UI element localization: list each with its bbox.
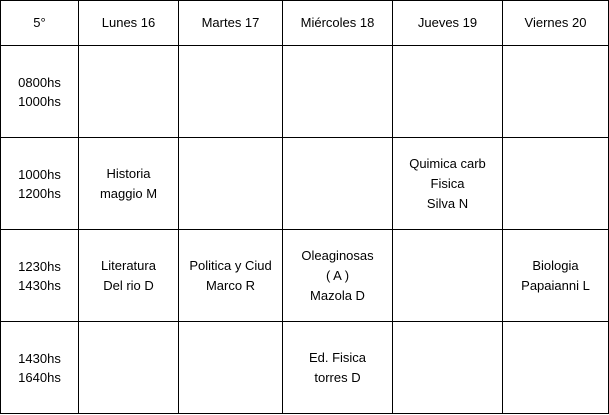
class-cell-wednesday [283, 322, 393, 414]
teacher-name: Papaianni L [521, 277, 590, 293]
subject-name: Quimica carb [409, 155, 486, 171]
teacher-name: maggio M [99, 185, 158, 201]
subject-group: ( A ) [325, 267, 350, 283]
time-slot-row [1, 230, 609, 322]
class-cell-thursday [393, 230, 503, 322]
class-cell-thursday [393, 46, 503, 138]
class-cell-friday [503, 322, 609, 414]
class-cell-monday [79, 322, 179, 414]
class-cell-thursday [393, 138, 503, 230]
time-range-cell [1, 322, 79, 414]
end-time: 1000hs [18, 93, 61, 109]
class-cell-tuesday [179, 138, 283, 230]
class-cell-wednesday [283, 46, 393, 138]
class-cell-tuesday [179, 230, 283, 322]
time-slot-row [1, 138, 609, 230]
class-cell-friday [503, 230, 609, 322]
class-cell-wednesday [283, 230, 393, 322]
subject-name: Biologia [532, 257, 579, 273]
teacher-name: Del rio D [103, 277, 154, 293]
start-time: 0800hs [18, 74, 61, 90]
grade-label: 5° [1, 1, 79, 46]
subject-name: Fisica [430, 175, 465, 191]
time-slot-row [1, 322, 609, 414]
header-row [1, 1, 609, 46]
class-cell-wednesday [283, 138, 393, 230]
teacher-name: Silva N [426, 195, 469, 211]
subject-name: Ed. Fisica [308, 349, 367, 365]
class-cell-tuesday [179, 322, 283, 414]
teacher-name: Mazola D [310, 287, 365, 303]
class-cell-monday [79, 230, 179, 322]
subject-name: Historia [106, 165, 151, 181]
teacher-name: torres D [314, 369, 361, 385]
time-range-cell [1, 138, 79, 230]
time-slot-row [1, 46, 609, 138]
end-time: 1200hs [18, 185, 61, 201]
class-cell-tuesday [179, 46, 283, 138]
time-range-cell [1, 230, 79, 322]
day-header-wednesday: Miércoles 18 [283, 1, 393, 46]
subject-name: Politica y Ciud [189, 257, 272, 273]
class-cell-thursday [393, 322, 503, 414]
day-header-friday: Viernes 20 [503, 1, 609, 46]
start-time: 1230hs [18, 258, 61, 274]
class-cell-monday [79, 138, 179, 230]
subject-name: Literatura [101, 257, 156, 273]
day-header-monday: Lunes 16 [79, 1, 179, 46]
end-time: 1430hs [18, 277, 61, 293]
day-header-tuesday: Martes 17 [179, 1, 283, 46]
time-range-cell [1, 46, 79, 138]
class-cell-monday [79, 46, 179, 138]
class-cell-friday [503, 46, 609, 138]
start-time: 1000hs [18, 166, 61, 182]
teacher-name: Marco R [205, 277, 256, 293]
end-time: 1640hs [18, 369, 61, 385]
day-header-thursday: Jueves 19 [393, 1, 503, 46]
start-time: 1430hs [18, 350, 61, 366]
class-cell-friday [503, 138, 609, 230]
subject-name: Oleaginosas [301, 247, 374, 263]
